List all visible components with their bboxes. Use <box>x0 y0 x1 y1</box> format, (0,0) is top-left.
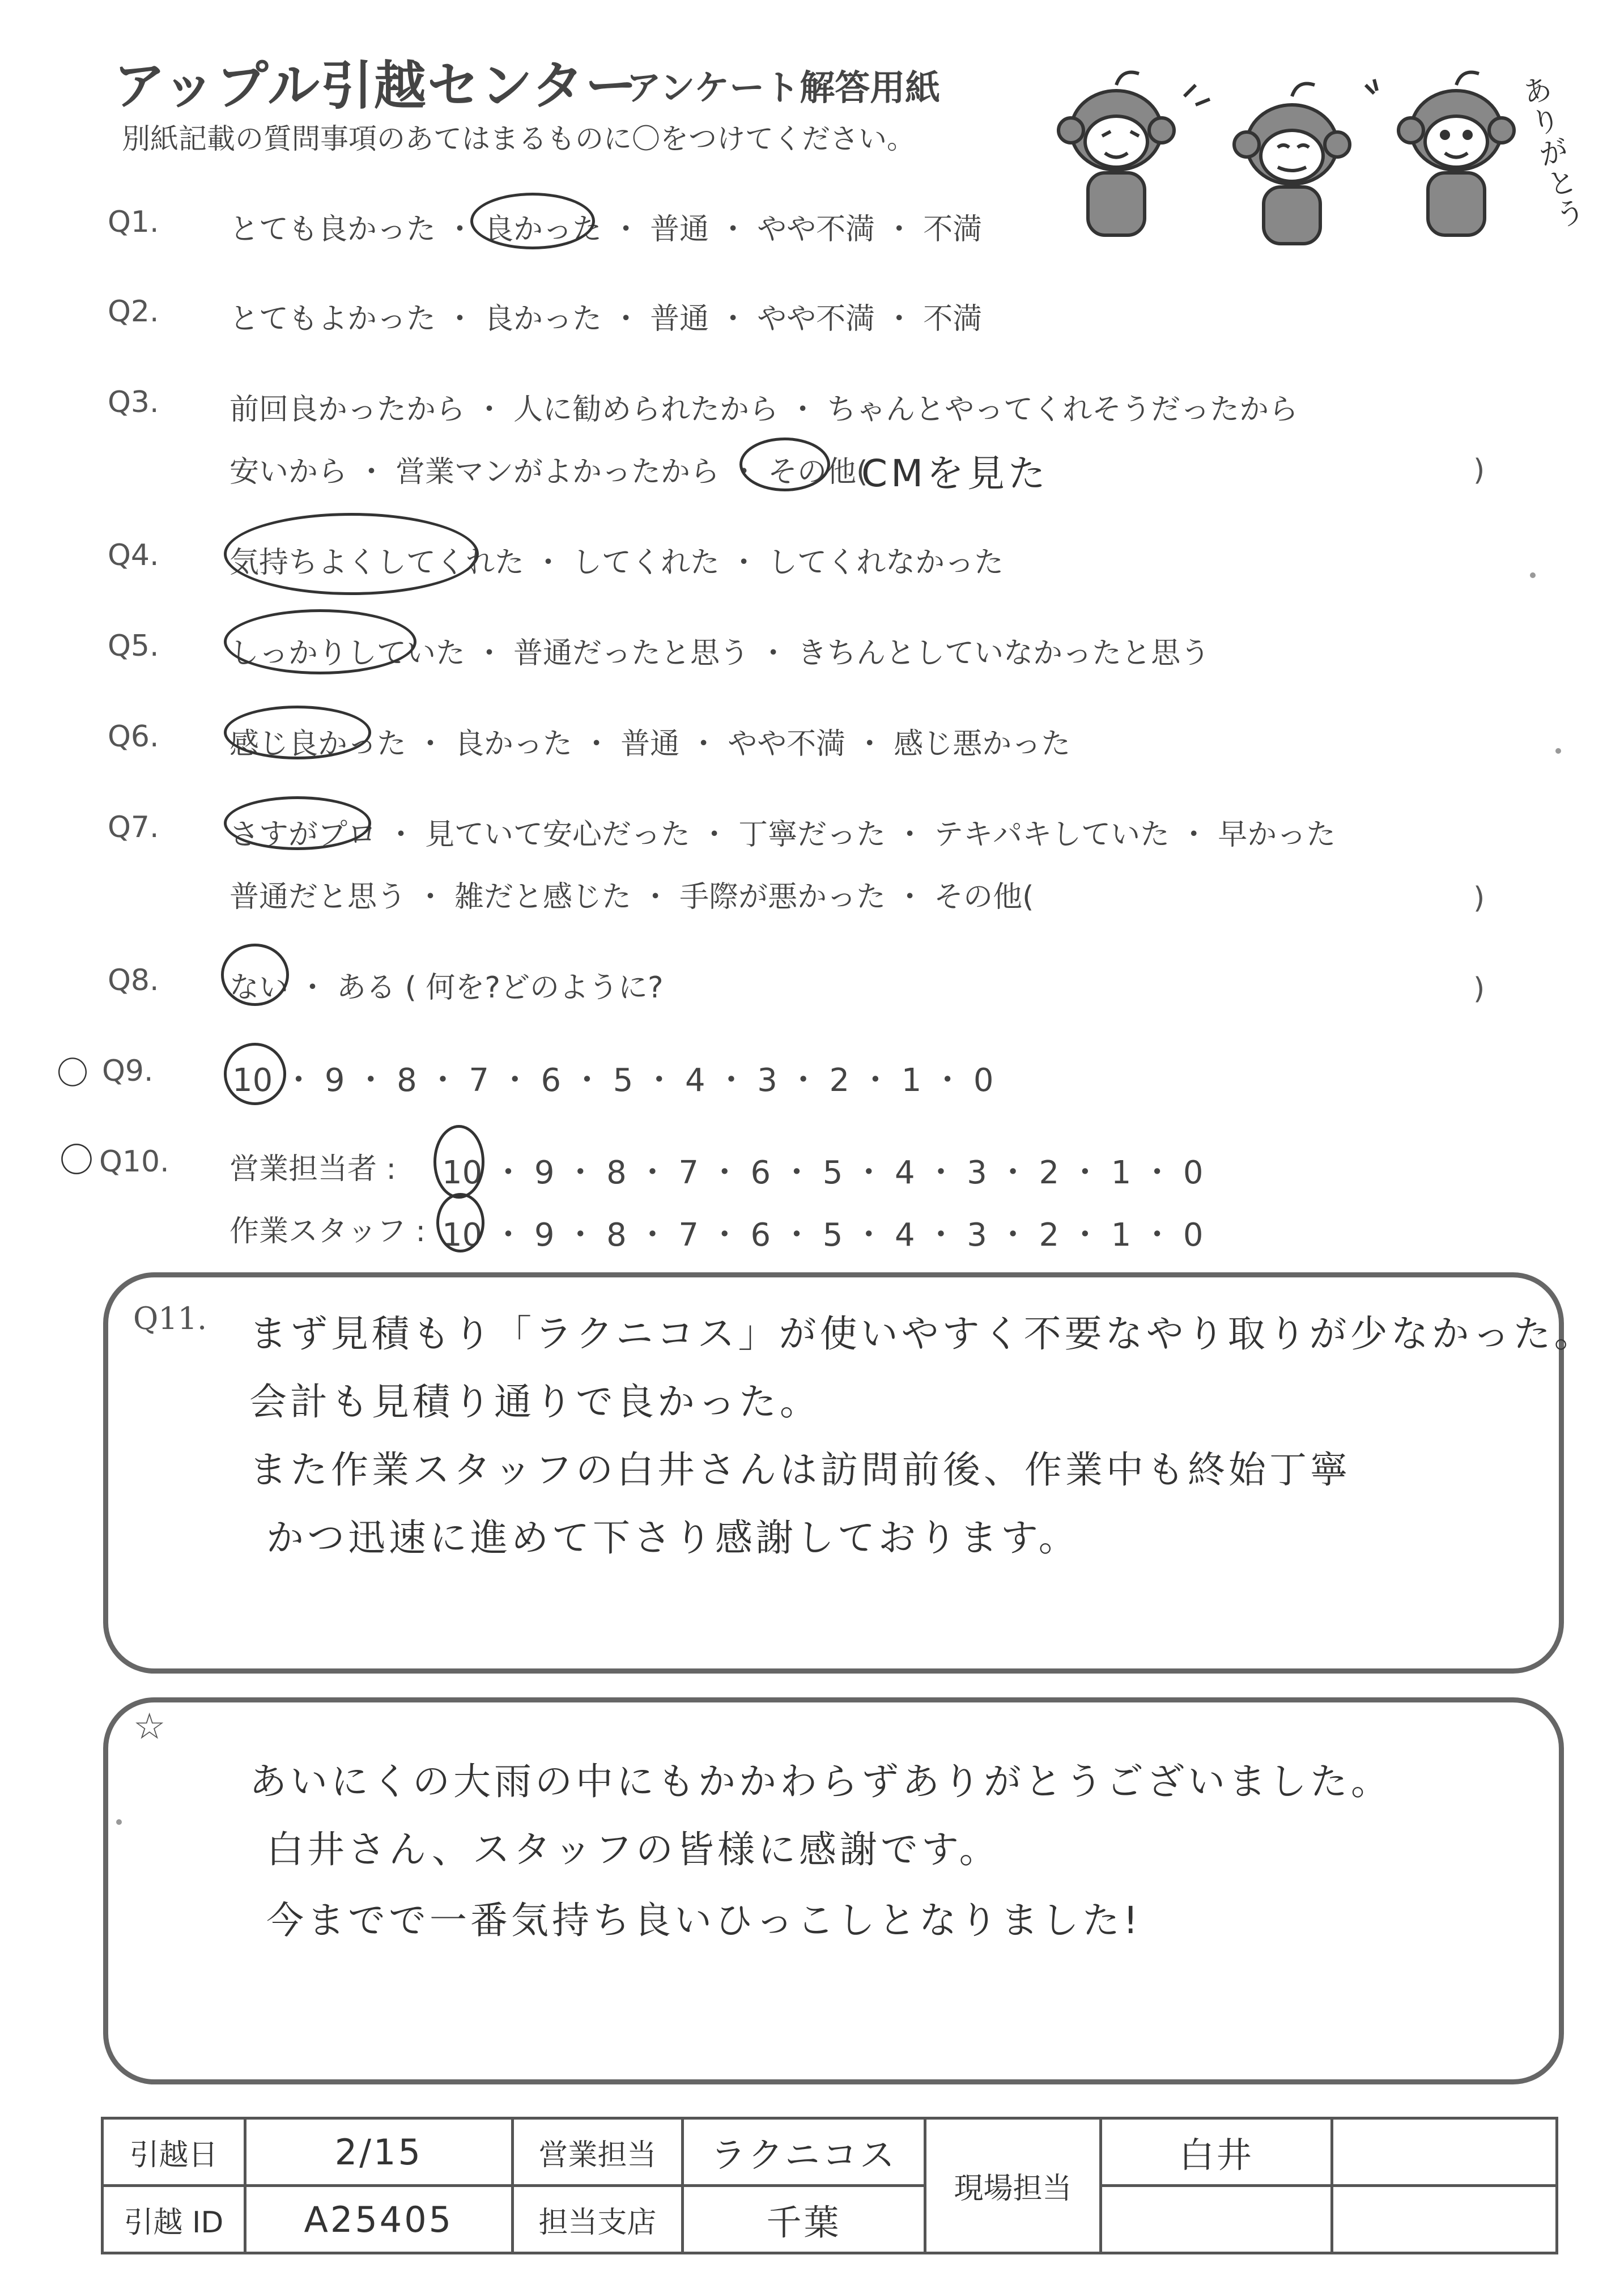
site-label: 現場担当 <box>925 2118 1100 2253</box>
site-value <box>1101 2118 1332 2186</box>
moving-id-value <box>245 2186 512 2253</box>
q10-sales-answer-circle <box>433 1125 484 1199</box>
q4-answer-circle <box>224 513 479 595</box>
q6-answer-circle <box>224 706 371 759</box>
q2-options[interactable]: とてもよかった ・ 良かった ・ 普通 ・ やや不満 ・ 不満 <box>229 302 983 336</box>
q10-staff-label: 作業スタッフ : <box>229 1215 426 1249</box>
q3-close-paren: ) <box>1473 453 1485 487</box>
q9-label: Q9. <box>102 1054 154 1088</box>
q8-close-paren: ) <box>1473 972 1485 1006</box>
site-value-row2-extra <box>1332 2186 1557 2253</box>
q3-options-line1[interactable]: 前回良かったから ・ 人に勧められたから ・ ちゃんとやってくれそうだったから <box>229 393 1299 427</box>
scan-speck <box>1555 748 1561 754</box>
q11-label: Q11. <box>133 1301 207 1336</box>
company-title: アップル引越センター <box>113 56 639 116</box>
q9-answer-circle <box>224 1043 286 1105</box>
sales-value <box>683 2118 925 2186</box>
q8-options[interactable]: ない ・ ある ( 何を?どのように? <box>229 971 664 1005</box>
q3-other-answer: CMを見た <box>861 452 1049 495</box>
q8-answer-circle <box>221 944 289 1006</box>
q1-label: Q1. <box>108 205 159 239</box>
q1-options[interactable]: とても良かった ・ 良かった ・ 普通 ・ やや不満 ・ 不満 <box>229 213 983 247</box>
moving-date-text: 2/15 <box>334 2131 423 2173</box>
q5-options[interactable]: しっかりしていた ・ 普通だったと思う ・ きちんとしていなかったと思う <box>229 636 1210 670</box>
sales-label: 営業担当 <box>512 2118 683 2186</box>
sales-text: ラクニコス <box>711 2134 897 2176</box>
q7-label: Q7. <box>108 810 159 844</box>
q2-label: Q2. <box>108 295 159 329</box>
scan-speck <box>1530 572 1536 578</box>
q10-label: Q10. <box>99 1145 169 1179</box>
star-label: ☆ <box>133 1706 166 1748</box>
q6-options[interactable]: 感じ良かった ・ 良かった ・ 普通 ・ やや不満 ・ 感じ悪かった <box>229 727 1071 761</box>
q11-line-3: また作業スタッフの白井さんは訪問前後、作業中も終始丁寧 <box>249 1448 1351 1492</box>
q9-options[interactable]: 10 ・ 9 ・ 8 ・ 7 ・ 6 ・ 5 ・ 4 ・ 3 ・ 2 ・ 1 ・ 0 <box>232 1062 994 1099</box>
branch-text: 千葉 <box>766 2201 841 2243</box>
star-line-3: 今までで一番気持ち良いひっこしとなりました! <box>266 1899 1142 1942</box>
q1-answer-circle <box>470 193 595 249</box>
site-text: 白井 <box>1179 2134 1254 2176</box>
moving-id-label: 引越 ID <box>103 2186 245 2253</box>
q7-close-paren: ) <box>1473 881 1485 915</box>
branch-value <box>683 2186 925 2253</box>
q8-label: Q8. <box>108 963 159 997</box>
site-value-extra <box>1332 2118 1557 2186</box>
mascot-caption: ありがとう <box>1514 72 1588 235</box>
q7-options-line2[interactable]: 普通だと思う ・ 雑だと感じた ・ 手際が悪かった ・ その他( <box>229 880 1034 914</box>
q10-staff-options[interactable]: 10 ・ 9 ・ 8 ・ 7 ・ 6 ・ 5 ・ 4 ・ 3 ・ 2 ・ 1 ・ 0 <box>442 1217 1204 1254</box>
site-value-row2 <box>1101 2186 1332 2253</box>
q10-staff-answer-circle <box>436 1193 484 1252</box>
q4-options[interactable]: 気持ちよくしてくれた ・ してくれた ・ してくれなかった <box>229 546 1004 580</box>
scan-speck <box>116 1819 122 1825</box>
q11-line-1: まず見積もり「ラクニコス」が使いやすく不要なやり取りが少なかった。 <box>249 1312 1595 1356</box>
instruction-text: 別紙記載の質問事項のあてはまるものに〇をつけてください。 <box>122 122 915 155</box>
q7-options-line1[interactable]: さすがプロ ・ 見ていて安心だった ・ 丁寧だった ・ テキパキしていた ・ 早かった <box>229 818 1336 852</box>
moving-id-text: A25405 <box>304 2198 454 2240</box>
moving-date-value <box>245 2118 512 2186</box>
q10-check-mark: 〇 <box>59 1141 97 1181</box>
star-line-2: 白井さん、スタッフの皆様に感謝です。 <box>266 1828 1000 1871</box>
moving-info-table <box>101 2117 1558 2254</box>
moving-date-label: 引越日 <box>103 2118 245 2186</box>
q10-sales-label: 営業担当者 : <box>229 1152 397 1186</box>
star-line-1: あいにくの大雨の中にもかかわらずありがとうございました。 <box>249 1760 1392 1803</box>
form-name: アンケート解答用紙 <box>626 67 941 108</box>
q6-label: Q6. <box>108 720 159 754</box>
q11-line-4: かつ迅速に進めて下さり感謝しております。 <box>266 1516 1079 1560</box>
q4-label: Q4. <box>108 538 159 572</box>
q5-label: Q5. <box>108 629 159 663</box>
q3-answer-circle <box>739 438 830 491</box>
q11-line-2: 会計も見積り通りで良かった。 <box>249 1380 820 1424</box>
q7-answer-circle <box>224 796 371 850</box>
q9-check-mark: 〇 <box>57 1055 92 1092</box>
q3-options-line2[interactable]: 安いから ・ 営業マンがよかったから ・ その他( <box>229 455 868 489</box>
q10-sales-options[interactable]: 10 ・ 9 ・ 8 ・ 7 ・ 6 ・ 5 ・ 4 ・ 3 ・ 2 ・ 1 ・ 0 <box>442 1154 1204 1191</box>
branch-label: 担当支店 <box>512 2186 683 2253</box>
monkey-mascots-illustration <box>1048 62 1547 255</box>
q5-answer-circle <box>224 609 416 674</box>
q3-label: Q3. <box>108 385 159 419</box>
